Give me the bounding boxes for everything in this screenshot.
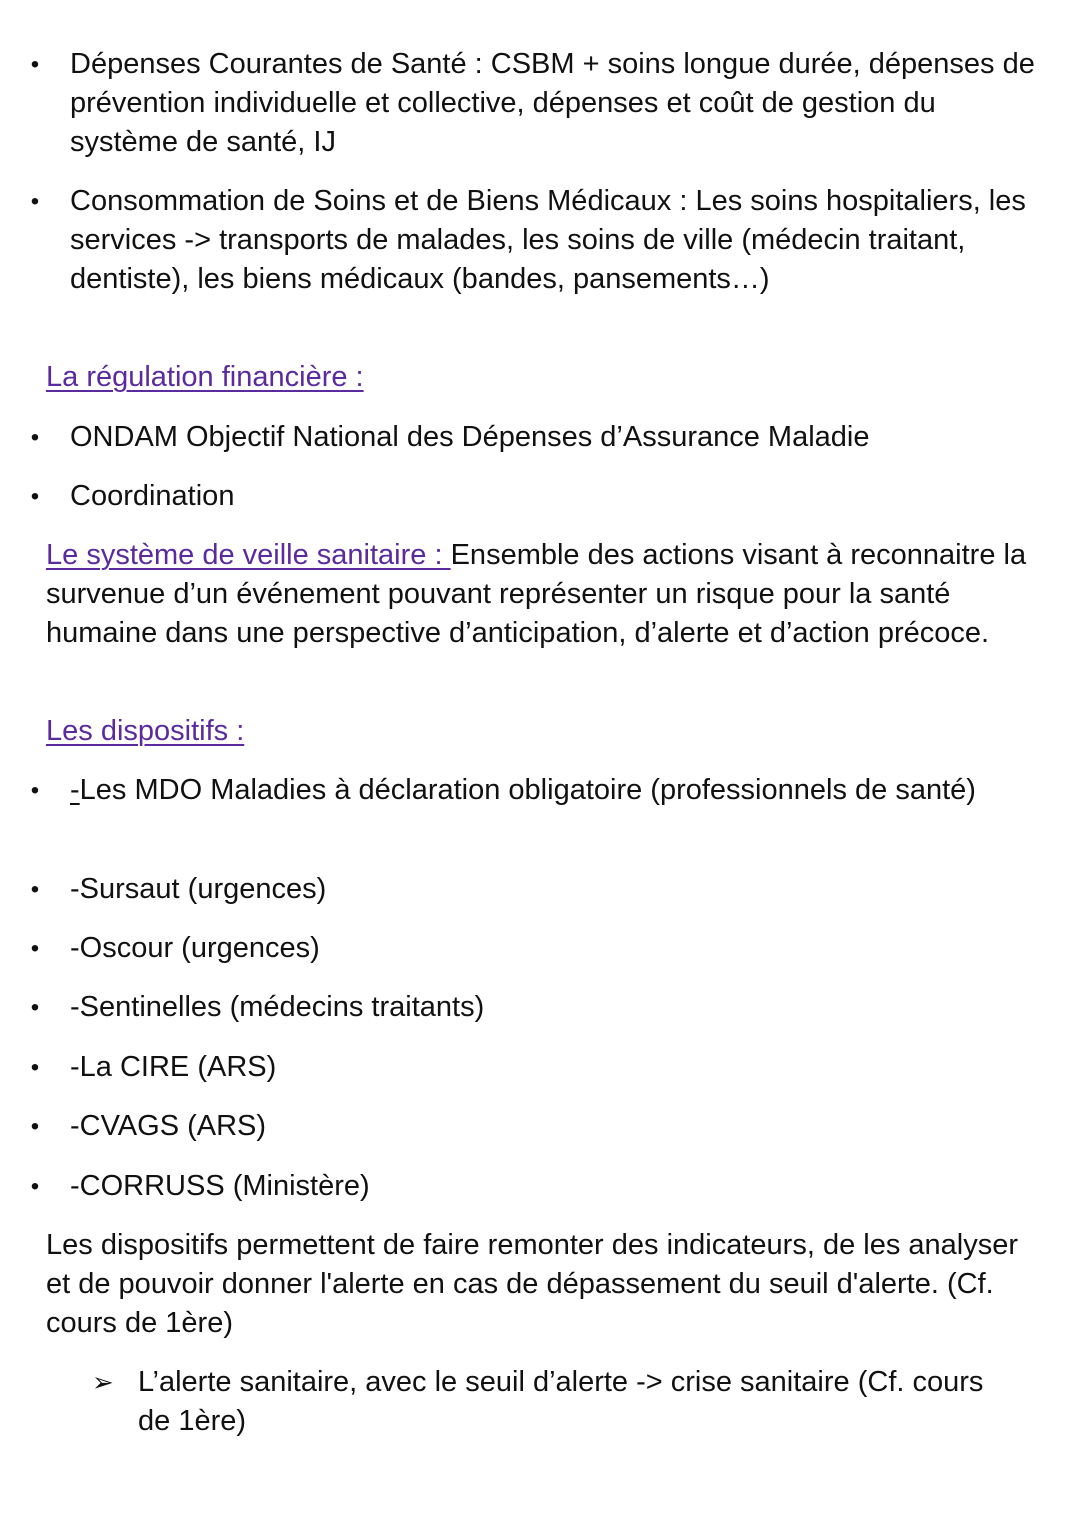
list-item-text bbox=[70, 771, 1044, 810]
heading-veille-sanitaire: Le système de veille sanitaire : bbox=[46, 539, 451, 571]
bullet-icon: • bbox=[30, 876, 40, 903]
list-item-cire bbox=[24, 1048, 1044, 1087]
list-item-text: ONDAM Objectif National des Dépenses d’Assurance Maladie bbox=[70, 421, 870, 453]
list-item-text: -Oscour (urgences) bbox=[70, 932, 320, 964]
list-item-text: -La CIRE (ARS) bbox=[70, 1051, 277, 1083]
bullet-icon: • bbox=[30, 51, 40, 78]
bullet-icon: • bbox=[30, 483, 40, 510]
list-item-depenses-courantes bbox=[24, 45, 1044, 162]
list-item-text: -Sentinelles (médecins traitants) bbox=[70, 991, 485, 1023]
list-item-cvags bbox=[24, 1107, 1044, 1146]
list-item-sursaut bbox=[24, 870, 1044, 909]
list-item-consommation-soins bbox=[24, 182, 1044, 299]
heading-regulation-financiere: La régulation financière : bbox=[46, 361, 364, 393]
bullet-icon: • bbox=[30, 935, 40, 962]
list-item-text: -CORRUSS (Ministère) bbox=[70, 1170, 370, 1202]
bullet-icon: • bbox=[30, 1173, 40, 1200]
dash-marker: - bbox=[70, 774, 80, 806]
list-item-mdo bbox=[24, 771, 1044, 810]
heading-dispositifs: Les dispositifs : bbox=[46, 715, 245, 747]
bullet-icon: • bbox=[30, 188, 40, 215]
list-item-ondam bbox=[24, 418, 1044, 457]
list-item-coordination bbox=[24, 477, 1044, 516]
list-item-text: Consommation de Soins et de Biens Médicaux : Les soins hospitaliers, les services -> transports de malades, les soins de ville (médecin traitant, dentiste), les biens médicaux (bandes, pansements…) bbox=[70, 185, 1026, 295]
paragraph-dispositifs-summary: Les dispositifs permettent de faire remonter des indicateurs, de les analyser et de pouvoir donner l'alerte en cas de dépassement du seuil d'alerte. (Cf. cours de 1ère) bbox=[46, 1229, 1018, 1339]
list-item-text: Dépenses Courantes de Santé : CSBM + soins longue durée, dépenses de prévention individuelle et collective, dépenses et coût de gestion du système de santé, IJ bbox=[70, 48, 1035, 158]
bullet-icon: • bbox=[30, 1054, 40, 1081]
paragraph-veille-sanitaire bbox=[46, 536, 1036, 653]
list-item-text: Coordination bbox=[70, 480, 235, 512]
bullet-icon: • bbox=[30, 424, 40, 451]
list-item-text: -CVAGS (ARS) bbox=[70, 1110, 267, 1142]
veille-definition-text: Ensemble des actions visant à reconnaitre la survenue d’un événement pouvant représenter un risque pour la santé humaine dans une perspective d’anticipation, d’alerte et d’action précoce. bbox=[46, 539, 1027, 649]
list-item-text: -Sursaut (urgences) bbox=[70, 873, 327, 905]
list-item-sentinelles bbox=[24, 988, 1044, 1027]
list-item-oscour bbox=[24, 929, 1044, 968]
bullet-icon: • bbox=[30, 994, 40, 1021]
list-item-alerte-sanitaire bbox=[92, 1363, 992, 1441]
bullet-icon: • bbox=[30, 1113, 40, 1140]
list-item-label: Les MDO Maladies à déclaration obligatoire (professionnels de santé) bbox=[79, 774, 976, 806]
list-item-corruss bbox=[24, 1167, 1044, 1206]
list-item-text: L’alerte sanitaire, avec le seuil d’alerte -> crise sanitaire (Cf. cours de 1ère) bbox=[138, 1366, 984, 1437]
bullet-icon: • bbox=[30, 777, 40, 804]
arrow-bullet-icon: ➢ bbox=[92, 1367, 114, 1397]
